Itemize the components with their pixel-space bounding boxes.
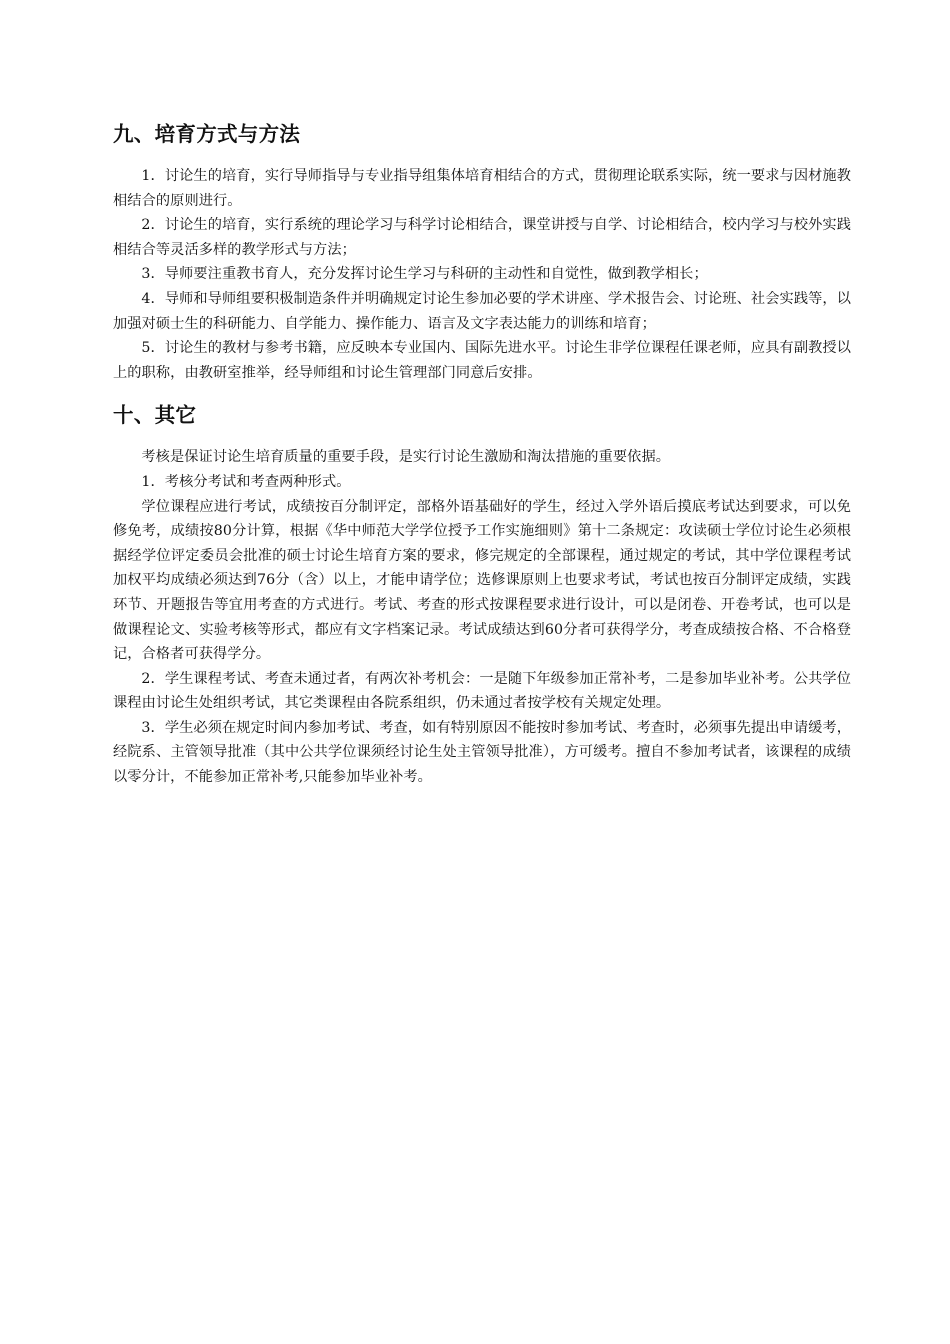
paragraph: 3．导师要注重教书育人，充分发挥讨论生学习与科研的主动性和自觉性，做到教学相长； [141, 266, 708, 283]
paragraph: 4．导师和导师组要积极制造条件并明确规定讨论生参加必要的学术讲座、学术报告会、讨论班、社会实践等，以加强对硕士生的科研能力、自学能力、操作能力、语言及文字表达能力的训练和培育； [113, 290, 851, 332]
paragraph: 3．学生必须在规定时间内参加考试、考查，如有特别原因不能按时参加考试、考查时，必须事先提出申请缓考，经院系、主管领导批准（其中公共学位课须经讨论生处主管领导批准），方可缓考。擅自不参加考试者，该课程的成绩以零分计，不能参加正常补考,只能参加毕业补考。 [113, 719, 851, 786]
paragraph: 学位课程应进行考试，成绩按百分制评定，部格外语基础好的学生，经过入学外语后摸底考试达到要求，可以免修免考，成绩按80分计算，根据《华中师范大学学位授予工作实施细则》第十二条规定：攻读硕士学位讨论生必须根据经学位评定委员会批准的硕士讨论生培育方案的要求，修完规定的全部课程，通过规定的考试，其中学位课程考试加权平均成绩必须达到76分（含）以上，才能申请学位；选修课原则上也要求考试，考试也按百分制评定成绩，实践环节、开题报告等宜用考查的方式进行。考试、考查的形式按课程要求进行设计，可以是闭卷、开卷考试，也可以是做课程论文、实验考核等形式，都应有文字档案记录。考试成绩达到60分者可获得学分，考查成绩按合格、不合格登记，合格者可获得学分。 [113, 498, 851, 663]
section-others [113, 399, 851, 789]
paragraph: 1．讨论生的培育，实行导师指导与专业指导组集体培育相结合的方式，贯彻理论联系实际，统一要求与因材施教相结合的原则进行。 [113, 168, 851, 209]
paragraph: 5．讨论生的教材与参考书籍，应反映本专业国内、国际先进水平。讨论生非学位课程任课老师，应具有副教授以上的职称，由教研室推举，经导师组和讨论生管理部门同意后安排。 [113, 340, 851, 381]
paragraph: 1．考核分考试和考查两种形式。 [141, 473, 351, 490]
section-heading: 九、培育方式与方法 [113, 122, 301, 146]
paragraph: 考核是保证讨论生培育质量的重要手段，是实行讨论生激励和淘汰措施的重要依据。 [141, 449, 671, 466]
paragraph: 2．学生课程考试、考查未通过者，有两次补考机会：一是随下年级参加正常补考，二是参加毕业补考。公共学位课程由讨论生处组织考试，其它类课程由各院系组织，仍未通过者按学校有关规定处理。 [113, 670, 851, 712]
paragraph: 2．讨论生的培育，实行系统的理论学习与科学讨论相结合，课堂讲授与自学、讨论相结合，校内学习与校外实践相结合等灵活多样的教学形式与方法； [113, 217, 851, 258]
section-heading: 十、其它 [113, 403, 197, 428]
document-page [113, 118, 851, 790]
section-training-methods [113, 118, 851, 385]
